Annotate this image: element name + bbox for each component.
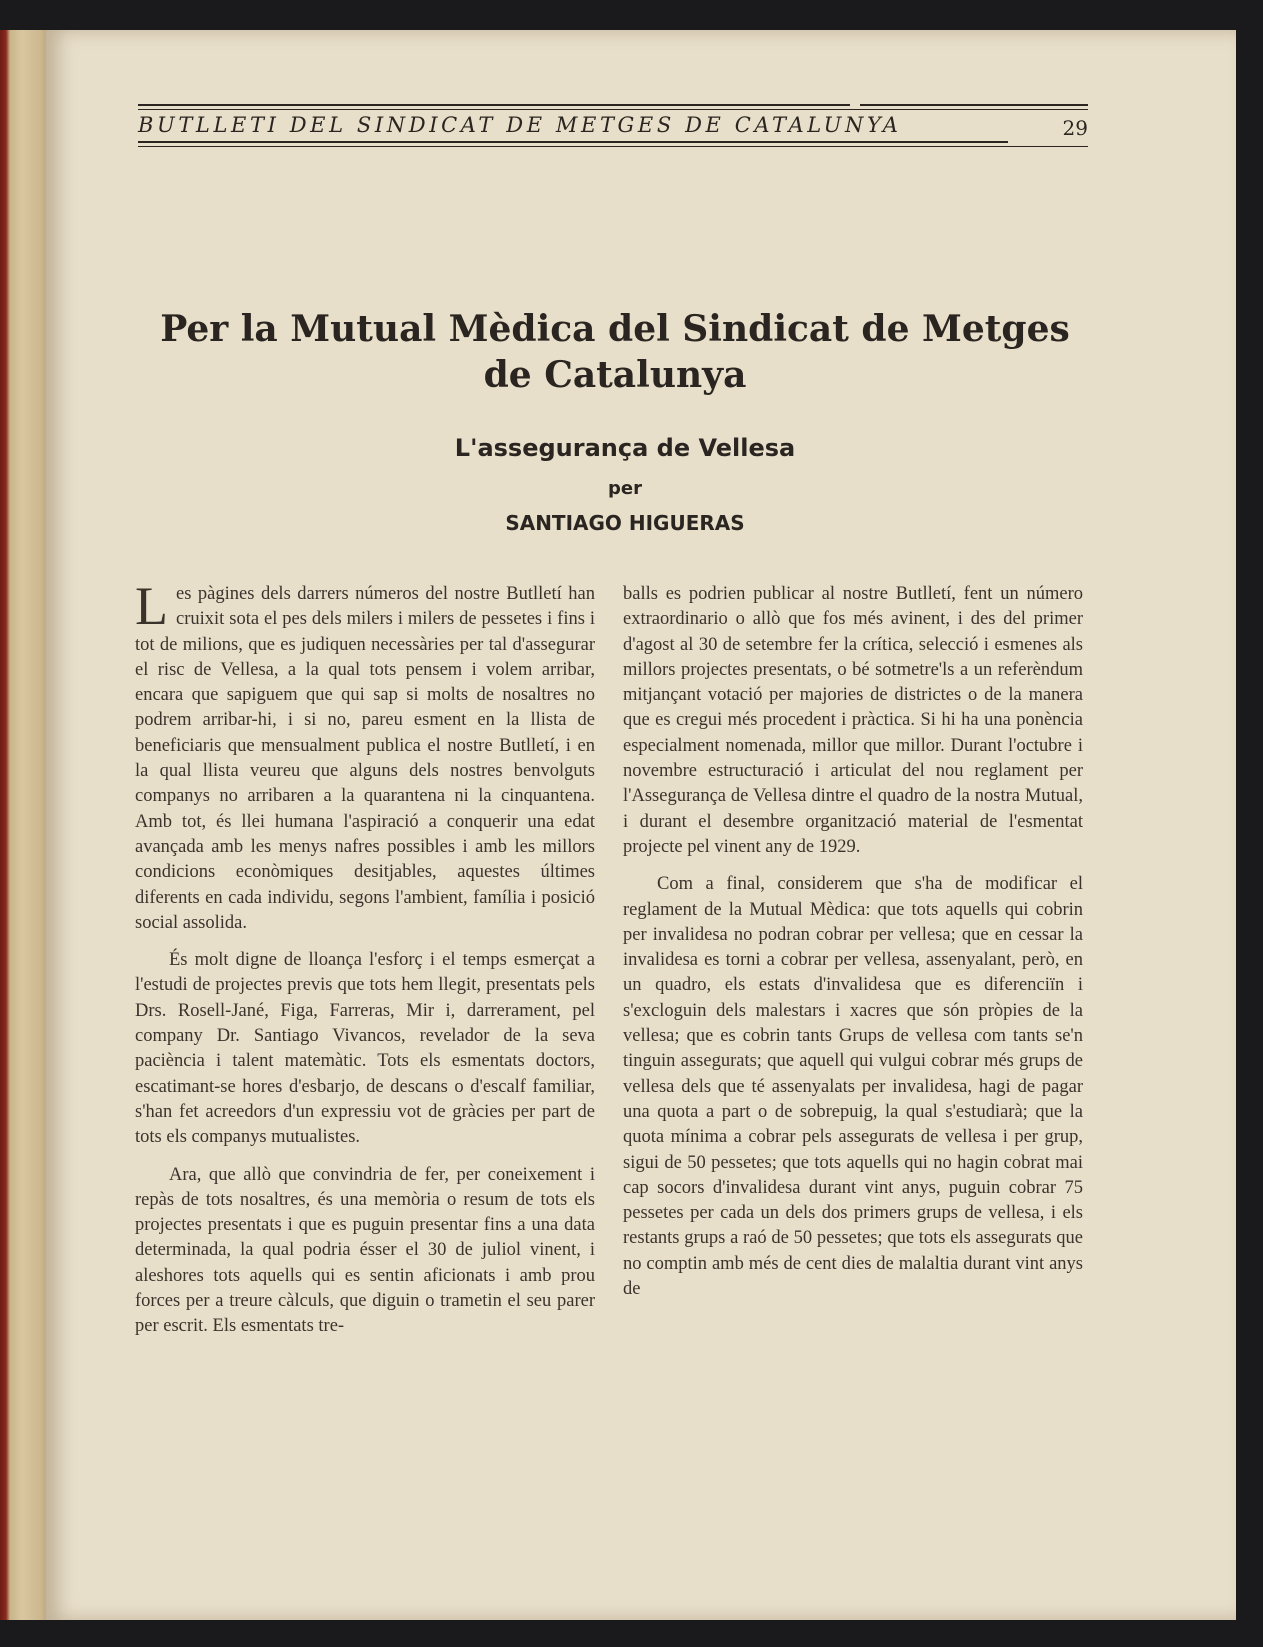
paragraph: Ara, que allò que convindria de fer, per coneixement i repàs de tots nosaltres, és una memòria o resum de tots els projectes presentats i que es puguin presentar fins a una data determinada, la qual podria ésser el 30 de juliol vinent, i aleshores tots aquells qui es sentin aficionats i amb prou forces per a treure càlculs, que diguin o trametin el seu parer per escrit. Els esmentats tre- xyxy=(135,1164,595,1337)
header-rule-top-right xyxy=(860,104,1088,106)
paragraph: Com a final, considerem que s'ha de modificar el reglament de la Mutual Mèdica: que tots aquells qui cobrin per invalidesa no podran cobrar per vellesa; que en cessar la invalidesa es torni a cobrar per vellesa, assenyalant, però, en un quadro, els estats d'invalidesa que es diferenciïn i s'excloguin dels malestars i xacres que són pròpies de la vellesa; que es cobrin tants Grups de vellesa com tants se'n tinguin assegurats; que aquell qui vulgui cobrar més grups de vellesa dels que té assenyalats per invalidesa, hagi de pagar una quota a part o de sobrepuig, la qual s'estudiarà; que la quota mínima a cobrar pels assegurats de vellesa i per grup, sigui de 50 pessetes; que tots aquells qui no hagin cobrat mai cap socors d'invalidesa durant vint anys, puguin cobrar 75 pessetes per cada un dels dos primers grups de vellesa, i els restants grups a raó de 50 pessetes; que tots els assegurats que no comptin amb més de cent dies de malaltia durant vint anys de xyxy=(623,874,1083,1300)
column-right xyxy=(623,582,1083,1314)
article-subtitle: L'assegurança de Vellesa xyxy=(454,434,796,462)
author-name: SANTIAGO HIGUERAS xyxy=(505,511,745,535)
column-left xyxy=(135,576,595,1352)
header-rule-top-left xyxy=(138,104,850,106)
byline: per xyxy=(608,478,642,499)
running-header xyxy=(138,104,1088,156)
page-number: 29 xyxy=(1062,116,1088,140)
paragraph: balls es podrien publicar al nostre Butlletí, fent un número extraordinario o allò que fos més avinent, i des del primer d'agost al 30 de setembre fer la crítica, selecció i esmenes als millors projectes presentats, o bé sotmetre'ls a un referèndum mitjançant votació per majories de districtes o de la manera que es cregui més procedent i pràctica. Si hi ha una ponència especialment nomenada, millor que millor. Durant l'octubre i novembre estructuració i articulat del nou reglament per l'Assegurança de Vellesa dintre el quadro de la nostra Mutual, i durant el desembre organització material de l'esmentat projecte pel vinent any de 1929. xyxy=(623,584,1083,857)
paragraph xyxy=(135,576,595,936)
header-rule-bottom-thin xyxy=(138,146,1088,147)
journal-title: BUTLLETI DEL SINDICAT DE METGES DE CATALUNYA xyxy=(138,113,902,137)
drop-cap: L xyxy=(135,576,168,636)
paragraph-text: es pàgines dels darrers números del nostre Butlletí han cruixit sota el pes dels milers i milers de pessetes i fins i tot de milions, que es judiquen necessàries per tal d'assegurar el risc de Vellesa, a la qual tots pensem i volem arribar, encara que sapiguem que qui sap si molts de nosaltres no podrem arribar-hi, i si no, pareu esment en la llista de beneficiaris que mensualment publica el nostre Butlletí, i en la qual llista veureu que alguns dels nostres benvolguts companys no arribaren a la quarantena ni la cinquantena. Amb tot, és llei humana l'aspiració a conquerir una edat avançada amb les menys nafres possibles i amb les millors condicions econòmiques desitjables, aquestes últimes diferents en cada individu, segons l'ambient, família i posició social assolida. xyxy=(135,584,595,933)
header-rule-bottom xyxy=(138,141,1008,143)
article-title: Per la Mutual Mèdica del Sindicat de Metges de Catalunya xyxy=(160,308,1070,396)
header-rule-top-thin xyxy=(138,109,1088,110)
paragraph: És molt digne de lloança l'esforç i el temps esmerçat a l'estudi de projectes previs que tots hem llegit, presentats pels Drs. Rosell-Jané, Figa, Farreras, Mir i, darrerament, pel company Dr. Santiago Vivancos, revelador de la seva paciència i talent matemàtic. Tots els esmentats doctors, escatimant-se hores d'esbarjo, de descans o d'escalf familiar, s'han fet acreedors d'un expressiu vot de gràcies per part de tots els companys mutualistes. xyxy=(135,950,595,1148)
book-spine xyxy=(0,30,50,1620)
